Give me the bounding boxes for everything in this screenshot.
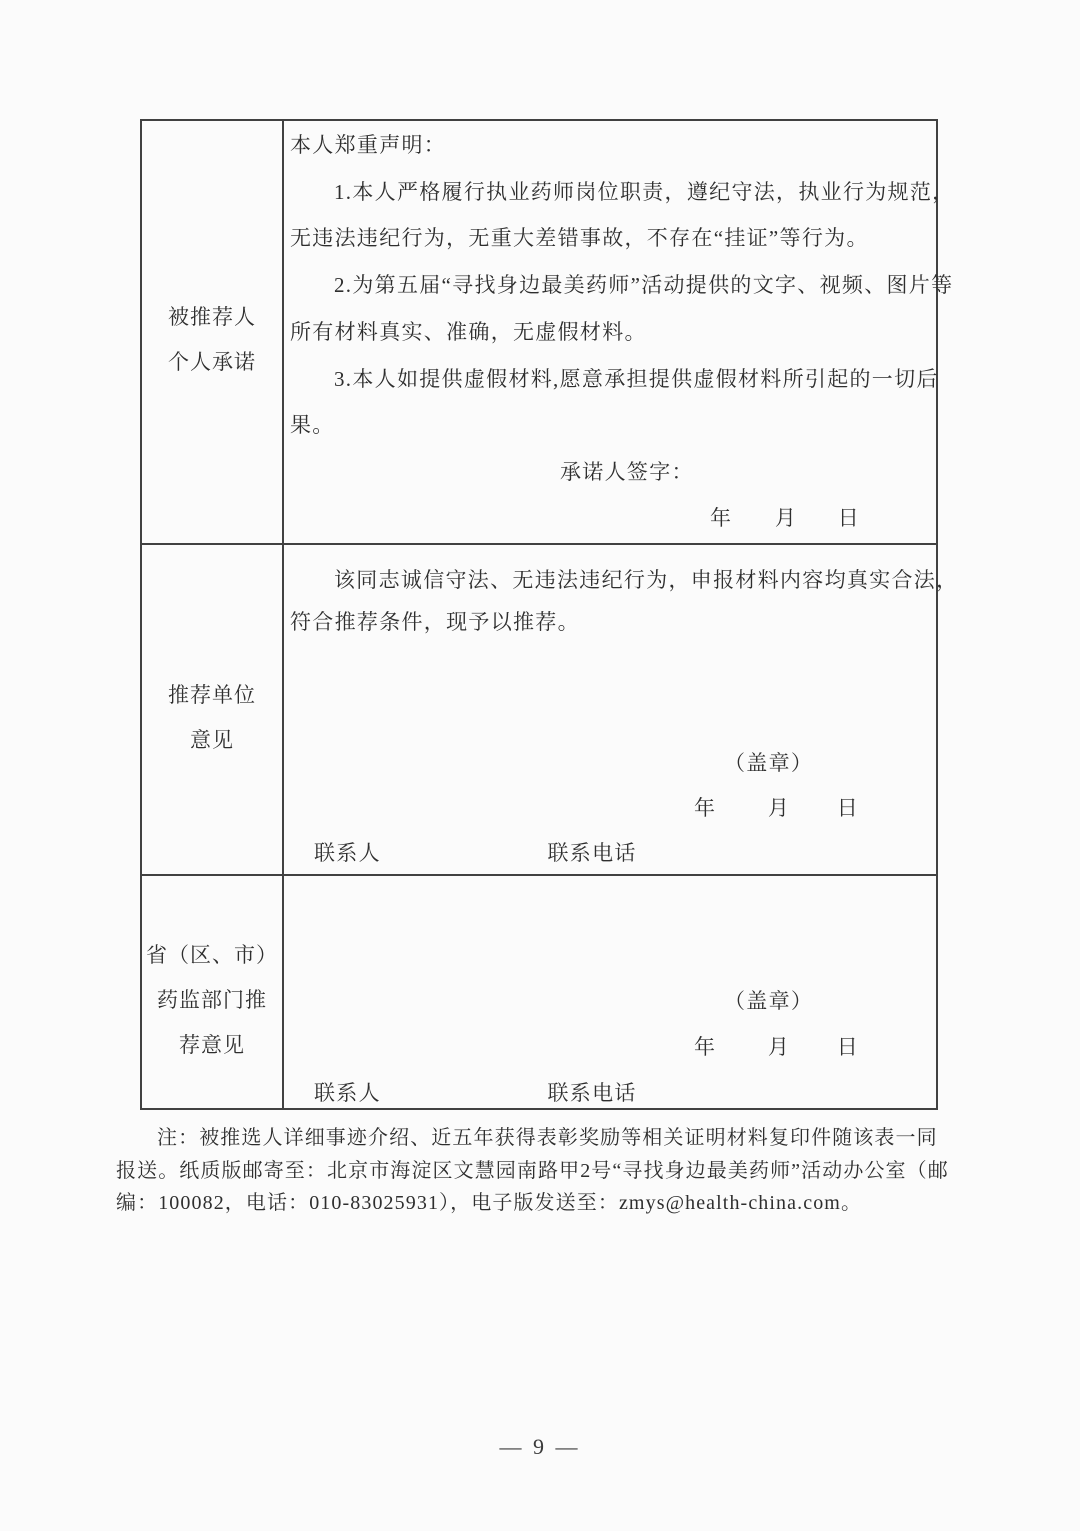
seal-placeholder: （盖章）: [724, 751, 814, 775]
note-line: 编：100082，电话：010-83025931），电子版发送至：zmys@health-china.com。: [116, 1192, 863, 1214]
day-label: 日: [837, 506, 861, 530]
year-label: 年: [710, 506, 733, 530]
row-label-line: 个人承诺: [168, 350, 256, 374]
month-label: 月: [767, 1035, 791, 1059]
commitment-item-3-cont: 果。: [290, 413, 335, 437]
commitment-item-2: 2.为第五届“寻找身边最美药师”活动提供的文字、视频、图片等: [334, 273, 954, 297]
row-recommending-unit-opinion: [142, 545, 959, 876]
date-line: [284, 795, 936, 821]
recommending-unit-label-cell: [142, 545, 284, 874]
commitment-item-1: 1.本人严格履行执业药师岗位职责，遵纪守法，执业行为规范，: [334, 180, 955, 204]
date-line: [284, 505, 936, 531]
row-label-line: 意见: [190, 728, 234, 752]
date-line: [284, 1034, 936, 1060]
seal-placeholder: （盖章）: [724, 989, 814, 1013]
contact-phone-label: 联系电话: [547, 841, 637, 865]
commitment-item-2-cont: 所有材料真实、准确，无虚假材料。: [290, 320, 647, 344]
page-number: — 9 —: [499, 1434, 581, 1459]
contact-phone-label: 联系电话: [547, 1081, 637, 1105]
declaration-heading: 本人郑重声明：: [290, 133, 447, 157]
unit-opinion-line: 该同志诚信守法、无违法违纪行为，申报材料内容均真实合法，: [334, 568, 959, 592]
contact-person-label: 联系人: [314, 841, 381, 865]
note-line: 注：被推选人详细事迹介绍、近五年获得表彰奖励等相关证明材料复印件随该表一同: [157, 1127, 938, 1149]
provincial-authority-content-cell: [284, 876, 936, 1108]
day-label: 日: [836, 1035, 860, 1059]
signer-signature-label: 承诺人签字：: [560, 460, 694, 484]
recommendation-form-table: [140, 119, 959, 1110]
provincial-authority-label-cell: [142, 876, 284, 1108]
personal-commitment-label-cell: [142, 121, 284, 543]
row-label-line: 省（区、市）: [146, 943, 278, 967]
contact-person-label: 联系人: [314, 1081, 381, 1105]
row-personal-commitment: [142, 121, 955, 545]
row-label-line: 推荐单位: [168, 683, 256, 707]
commitment-item-1-cont: 无违法违纪行为，无重大差错事故，不存在“挂证”等行为。: [290, 226, 869, 250]
personal-commitment-content-cell: [284, 121, 955, 543]
row-label-line: 荐意见: [179, 1033, 245, 1057]
row-label-line: 药监部门推: [157, 988, 267, 1012]
note-line: 报送。纸质版邮寄至：北京市海淀区文慧园南路甲2号“寻找身边最美药师”活动办公室（邮: [116, 1160, 949, 1182]
recommending-unit-content-cell: [284, 545, 959, 874]
contact-line: [284, 840, 936, 866]
contact-line: [284, 1080, 936, 1106]
day-label: 日: [836, 796, 860, 820]
month-label: 月: [774, 506, 798, 530]
year-label: 年: [694, 1035, 717, 1059]
month-label: 月: [767, 796, 791, 820]
commitment-item-3: 3.本人如提供虚假材料,愿意承担提供虚假材料所引起的一切后: [334, 367, 939, 391]
row-label-line: 被推荐人: [168, 305, 256, 329]
year-label: 年: [694, 796, 717, 820]
row-provincial-authority-opinion: [142, 876, 936, 1108]
unit-opinion-line-cont: 符合推荐条件，现予以推荐。: [290, 610, 580, 634]
